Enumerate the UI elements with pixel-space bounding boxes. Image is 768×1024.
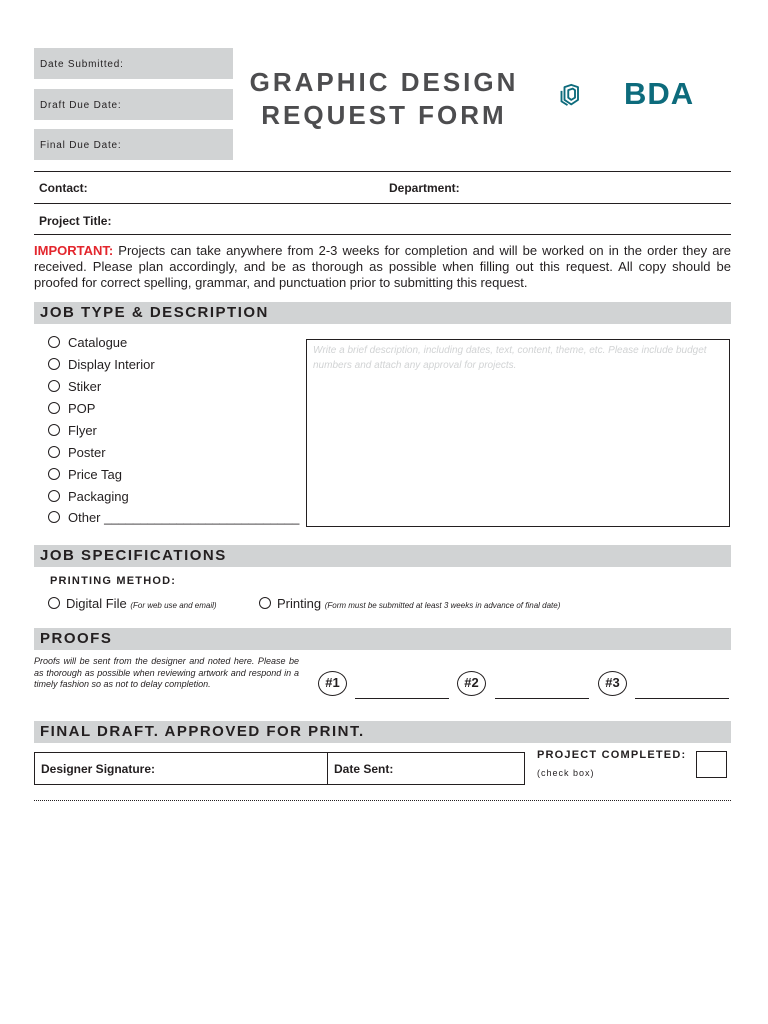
option-pop[interactable]: [48, 400, 95, 418]
bda-logo-text: BDA: [624, 76, 695, 111]
proof-3-line[interactable]: [635, 698, 729, 699]
department-label: Department:: [389, 181, 460, 195]
option-price-tag[interactable]: [48, 466, 122, 484]
proofs-note: Proofs will be sent from the designer and noted here. Please be as thorough as possible when reviewing artwork and respond in a timely fashion so as not to delay completion.: [34, 656, 299, 689]
designer-signature-field[interactable]: Designer Signature:: [34, 752, 328, 785]
option-display-interior[interactable]: [48, 356, 155, 374]
radio-circle-icon[interactable]: [48, 597, 60, 609]
radio-circle-icon[interactable]: [48, 511, 60, 523]
project-completed-label: PROJECT COMPLETED:: [537, 749, 687, 761]
option-stiker[interactable]: [48, 378, 101, 396]
radio-circle-icon[interactable]: [48, 402, 60, 414]
digital-file-label: Digital File: [66, 596, 127, 611]
option-label: Poster: [68, 445, 106, 460]
printing-method-label: PRINTING METHOD:: [50, 575, 177, 587]
proof-3-badge: #3: [598, 671, 627, 696]
option-poster[interactable]: [48, 444, 106, 462]
project-completed-checkbox[interactable]: [696, 751, 727, 778]
radio-circle-icon[interactable]: [48, 490, 60, 502]
option-catalogue[interactable]: [48, 334, 127, 352]
option-label: POP: [68, 401, 96, 416]
option-flyer[interactable]: [48, 422, 97, 440]
printing-label: Printing: [277, 596, 322, 611]
final-due-date-field[interactable]: Final Due Date:: [34, 129, 233, 160]
proof-1-line[interactable]: [355, 698, 449, 699]
divider: [34, 234, 731, 235]
divider: [34, 171, 731, 172]
radio-circle-icon[interactable]: [48, 380, 60, 392]
option-label: Packaging: [68, 489, 129, 504]
radio-circle-icon[interactable]: [48, 424, 60, 436]
radio-circle-icon[interactable]: [48, 358, 60, 370]
contact-label: Contact:: [39, 181, 88, 195]
option-digital-file[interactable]: [48, 596, 217, 612]
form-title-line-2: REQUEST FORM: [261, 100, 507, 130]
check-box-hint: (check box): [537, 768, 595, 778]
printing-note: (Form must be submitted at least 3 weeks in advance of final date): [324, 601, 561, 610]
date-sent-field[interactable]: Date Sent:: [327, 752, 525, 785]
option-label: Catalogue: [68, 335, 128, 350]
job-type-heading: JOB TYPE & DESCRIPTION: [34, 302, 731, 324]
important-notice: [34, 243, 731, 291]
option-packaging[interactable]: [48, 488, 129, 506]
digital-file-note: (For web use and email): [130, 601, 217, 610]
option-other[interactable]: [48, 509, 299, 527]
radio-circle-icon[interactable]: [48, 336, 60, 348]
bda-logo-icon: [560, 64, 620, 126]
option-label: Other ___________________________: [68, 510, 300, 525]
job-specs-heading: JOB SPECIFICATIONS: [34, 545, 731, 567]
option-printing[interactable]: [259, 596, 560, 612]
radio-circle-icon[interactable]: [48, 468, 60, 480]
form-title-line-1: GRAPHIC DESIGN: [249, 67, 519, 97]
option-label: Price Tag: [68, 467, 122, 482]
proof-2-line[interactable]: [495, 698, 589, 699]
option-label: Flyer: [68, 423, 97, 438]
radio-circle-icon[interactable]: [259, 597, 271, 609]
date-submitted-field[interactable]: Date Submitted:: [34, 48, 233, 79]
important-label: IMPORTANT:: [34, 243, 114, 258]
radio-circle-icon[interactable]: [48, 446, 60, 458]
option-label: Stiker: [68, 379, 102, 394]
proof-1-badge: #1: [318, 671, 347, 696]
proof-2-badge: #2: [457, 671, 486, 696]
final-draft-heading: FINAL DRAFT. APPROVED FOR PRINT.: [34, 721, 731, 743]
important-text: Projects can take anywhere from 2-3 weeks for completion and will be worked on in the order they are received. Please plan accordingly, and be as thorough as possible when filling out this request. All copy should be proofed for correct spelling, grammar, and punctuation prior to submitting this request.: [34, 243, 731, 290]
option-label: Display Interior: [68, 357, 155, 372]
proofs-heading: PROOFS: [34, 628, 731, 650]
divider: [34, 203, 731, 204]
description-textarea[interactable]: Write a brief description, including dates, text, content, theme, etc. Please include budget numbers and attach any approval for projects.: [306, 339, 730, 527]
draft-due-date-field[interactable]: Draft Due Date:: [34, 89, 233, 120]
dotted-divider: [34, 800, 731, 801]
project-title-label: Project Title:: [39, 214, 112, 228]
